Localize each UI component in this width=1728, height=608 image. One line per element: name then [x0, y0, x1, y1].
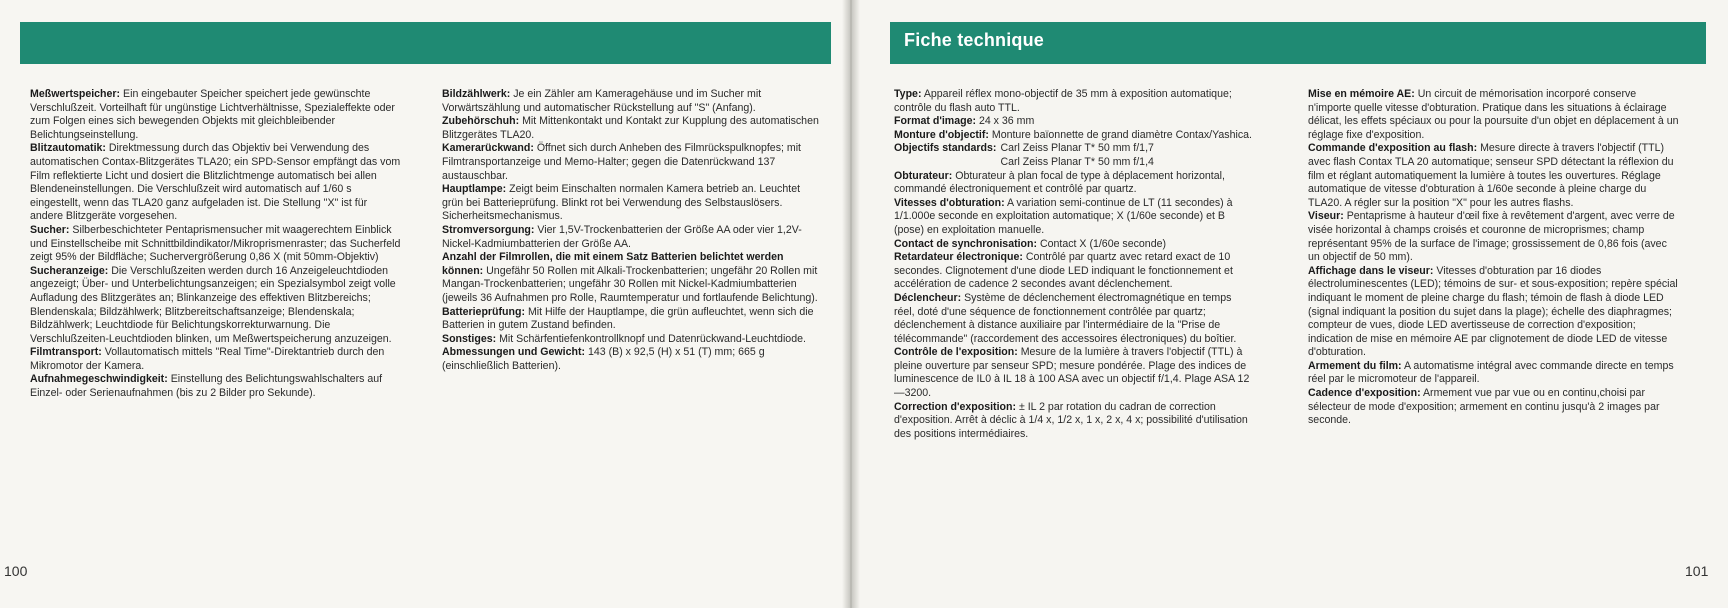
spec-entry — [30, 265, 402, 347]
spec-entry — [442, 183, 824, 224]
spec-term: Monture d'objectif: — [894, 128, 989, 141]
right-column-1 — [894, 88, 1254, 441]
spec-entry — [894, 129, 1254, 143]
spec-text: Pentaprisme à hauteur d'œil fixe à revêtement d'argent, avec verre de visée horizontal à champs croisés et couronne de microprismes; champ représentant 95% de la surface de l'image; grossissement de 0,86 fois (avec un objectif de 50 mm). — [1308, 210, 1675, 264]
spec-text: Contact X (1/60e seconde) — [1039, 237, 1167, 250]
spec-text: Öffnet sich durch Anheben des Filmrückspulknopfes; mit Filmtransportanzeige und Memo-Halter; gegen die Datenrückwand 137 austauschbar. — [442, 142, 802, 182]
spec-entry — [1308, 210, 1680, 264]
spec-entry — [894, 197, 1254, 238]
spec-entry — [894, 238, 1254, 252]
spec-term: Aufnahmegeschwindigkeit: — [30, 373, 168, 386]
spec-term: Bildzählwerk: — [442, 88, 511, 100]
spec-text: Einstellung des Belichtungswahlschalters auf Einzel- oder Serienaufnahmen (bis zu 2 Bilder pro Sekunde). — [30, 373, 383, 400]
spec-entry — [894, 170, 1254, 197]
left-column-1 — [30, 88, 402, 401]
spec-entry — [30, 224, 402, 265]
spec-entry — [442, 251, 824, 305]
spec-term: Kamerarückwand: — [442, 142, 534, 155]
page-number-left: 100 — [4, 563, 28, 579]
spec-text: Vier 1,5V-Trockenbatterien der Größe AA oder vier 1,2V-Nickel-Kadmiumbatterien der Größe AA. — [442, 223, 802, 250]
spec-text: Armement vue par vue ou en continu,choisi par sélecteur de mode d'exposition; armement en continu jusqu'à 2 images par seconde. — [1308, 387, 1660, 427]
spec-term: Contact de synchronisation: — [894, 237, 1038, 250]
spec-entry — [1308, 88, 1680, 142]
spec-term: Viseur: — [1308, 210, 1344, 223]
spec-term: Stromversorgung: — [442, 223, 535, 236]
spec-term: Affichage dans le viseur: — [1308, 264, 1434, 277]
spec-entry — [442, 224, 824, 251]
spec-text: Vitesses d'obturation par 16 diodes électroluminescentes (LED); témoins de sur- et sous-exposition; repère spécial indiquant le moment de pleine charge du flash; témoin de flash à diode LED (signal indiquant la position du sujet dans la plage); échelle des diaphragmes; compteur de vues, diode LED avertisseuse de correction d'exposition; indication de mise en mémoire AE par clignotement de diode LED de vitesse d'obturation. — [1308, 264, 1678, 359]
spec-text: ± IL 2 par rotation du cadran de correction d'exposition. Arrêt à déclic à 1/4 x, 1/2 x, 1 x, 2 x, 4 x; possibilité d'utilisation des positions intermédiaires. — [894, 400, 1248, 440]
spec-term: Blitzautomatik: — [30, 142, 106, 155]
spec-text: Direktmessung durch das Objektiv bei Verwendung des automatischen Contax-Blitzgerätes TLA20; ein SPD-Sensor empfängt das vom Film reflektierte Licht und dosiert die Blitzlichtmenge automatisch bei allen Blendeneinstellungen. Die Verschlußzeit wird automatisch auf 1/60 s eingestellt, wenn das TLA20 ganz aufgeladen ist. Die Stellung "X" ist für andere Blitzgeräte vorgesehen. — [30, 142, 401, 223]
spec-text: Zeigt beim Einschalten normalen Kamera betrieb an. Leuchtet grün bei Batterieprüfung. Blinkt rot bei Verwendung des Selbstauslösers. Sicherheitsmechanismus. — [442, 183, 801, 223]
spec-text: Un circuit de mémorisation incorporé conserve n'importe quelle vitesse d'obturation. Pratique dans les situations à éclairage délicat, les effets spéciaux ou pour la poursuite d'un objet en déplacement à un réglage fixe d'exposition. — [1308, 88, 1679, 141]
left-page — [0, 0, 850, 608]
spec-text: Mit Hilfe der Hauptlampe, die grün aufleuchtet, wenn sich die Batterien in gutem Zustand befinden. — [442, 305, 814, 332]
spec-entry — [894, 346, 1254, 400]
spec-entry — [442, 88, 824, 115]
spec-text: Mit Mittenkontakt und Kontakt zur Kupplung des automatischen Blitzgerätes TLA20. — [442, 115, 819, 141]
section-title: Fiche technique — [904, 30, 1045, 50]
spec-term: Mise en mémoire AE: — [1308, 88, 1415, 100]
spec-entry — [894, 401, 1254, 442]
spec-entry — [1308, 265, 1680, 360]
page-number-right: 101 — [1685, 563, 1709, 579]
spec-text: Vollautomatisch mittels "Real Time"-Direktantrieb durch den Mikromotor der Kamera. — [30, 346, 385, 372]
spec-entry — [442, 333, 824, 347]
spec-text: Die Verschlußzeiten werden durch 16 Anzeigeleuchtdioden angezeigt; Über- und Unterbelichtungsanzeigen; ein Spezialsymbol zeigt volle Aufladung des Blitzgerätes an; Blinkanzeige des effektiven Blitzbereichs; Blendenskala; Bildzählwerk; Blitzbereitschaftsanzeige; Blendenskala; Bildzählwerk; Leuchtdiode für Belichtungskorrekturwarnung. Die Verschlußzeiten-Leuchtdioden blinken, um Meßwertspeicherung anzuzeigen. — [30, 264, 396, 345]
right-column-2 — [1308, 88, 1680, 428]
spec-text: Je ein Zähler am Kameragehäuse und im Sucher mit Vorwärtszählung und automatischer Rückstellung auf "S" (Anfang). — [442, 88, 762, 114]
spec-term: Anzahl der Filmrollen, die mit einem Satz Batterien belichtet werden können: — [442, 251, 784, 277]
spec-text: 143 (B) x 92,5 (H) x 51 (T) mm; 665 g (einschließlich Batterien). — [442, 346, 765, 372]
spec-text: A automatisme intégral avec commande directe en temps réel par le micromoteur de l'appareil. — [1308, 359, 1674, 386]
spec-term: Sucheranzeige: — [30, 264, 109, 277]
spec-term: Zubehörschuh: — [442, 115, 520, 128]
spec-term: Vitesses d'obturation: — [894, 196, 1005, 209]
spec-entry — [30, 88, 402, 142]
spec-text: Mesure de la lumière à travers l'objectif (TTL) à pleine ouverture par senseur SPD; mesure pondérée. Plage des indices de luminescence de IL0 à IL 18 à 100 ASA avec un objectif f/1,4. Plage ASA 12—3200. — [894, 346, 1250, 400]
left-header-banner — [20, 22, 831, 64]
spec-term: Abmessungen und Gewicht: — [442, 346, 586, 359]
left-column-2 — [442, 88, 824, 373]
spec-entry — [1308, 360, 1680, 387]
spec-text: Mit Schärfentiefenkontrollknopf und Datenrückwand-Leuchtdiode. — [499, 332, 806, 345]
spec-entry — [442, 115, 824, 142]
spec-term: Sucher: — [30, 223, 70, 236]
spec-entry — [442, 142, 824, 183]
objectif-line: Carl Zeiss Planar T* 50 mm f/1,4 — [1000, 155, 1154, 168]
spec-term: Hauptlampe: — [442, 183, 507, 196]
spec-text: Obturateur à plan focal de type à déplacement horizontal, commandé électroniquement et contrôlé par quartz. — [894, 169, 1225, 196]
spec-entry — [30, 142, 402, 224]
spec-entry — [1308, 387, 1680, 428]
spec-text: Mesure directe à travers l'objectif (TTL) avec flash Contax TLA 20 automatique; senseur SPD détectant la réflexion du film et réglant automatiquement la lumière à toutes les ouvertures. Réglage automatique de vitesse d'obturation à 1/60e seconde à pleine charge du TLA20. A régler sur la position "X" pour les autres flashs. — [1308, 142, 1674, 209]
spec-text: Ein eingebauter Speicher speichert jede gewünschte Verschlußzeit. Vorteilhaft für ungünstige Lichtverhältnisse, Spezialeffekte oder zum Folgen eines sich bewegenden Objekts mit gleichbleibender Belichtungseinstellung. — [30, 88, 395, 141]
spec-term: Cadence d'exposition: — [1308, 387, 1421, 400]
spec-term: Obturateur: — [894, 169, 953, 182]
spec-term: Filmtransport: — [30, 346, 102, 359]
spec-term: Format d'image: — [894, 115, 976, 128]
spec-text: Appareil réflex mono-objectif de 35 mm à exposition automatique; contrôle du flash auto TTL. — [894, 88, 1232, 114]
spec-term: Commande d'exposition au flash: — [1308, 142, 1478, 155]
spec-entry-objectifs — [894, 142, 1254, 169]
spec-entry — [894, 251, 1254, 292]
spec-term: Objectifs standards: — [894, 142, 997, 155]
spec-term: Contrôle de l'exposition: — [894, 346, 1018, 359]
spec-text: Contrôlé par quartz avec retard exact de 10 secondes. Clignotement d'une diode LED indiquant le fonctionnement et accélération de cadence 2 secondes avant déclenchement. — [894, 251, 1233, 291]
spec-entry — [894, 88, 1254, 115]
spec-text: 24 x 36 mm — [978, 115, 1035, 128]
book-spine — [842, 0, 860, 608]
spec-entry — [1308, 142, 1680, 210]
spec-term: Meßwertspeicher: — [30, 88, 121, 100]
spec-entry — [894, 292, 1254, 346]
spec-term: Correction d'exposition: — [894, 400, 1016, 413]
objectif-lines — [1000, 142, 1153, 169]
spec-entry — [442, 306, 824, 333]
right-header-banner — [890, 22, 1706, 64]
right-page — [850, 0, 1728, 608]
spec-term: Batterieprüfung: — [442, 305, 525, 318]
spec-entry — [30, 373, 402, 400]
objectif-line: Carl Zeiss Planar T* 50 mm f/1,7 — [1000, 142, 1154, 155]
spec-term: Déclencheur: — [894, 291, 962, 304]
spec-entry — [442, 346, 824, 373]
spec-text: Système de déclenchement électromagnétique en temps réel, doté d'une séquence de fonctionnement contrôlée par quartz; déclenchement à distance auxiliaire par l'intermédiaire de la "Prise de télécommande" (raccordement des accessoires électroniques) du boîtier. — [894, 291, 1237, 345]
spec-text: A variation semi-continue de LT (11 secondes) à 1/1.000e seconde en exploitation automatique; X (1/60e seconde) et B (pose) en exploitation manuelle. — [894, 196, 1233, 236]
spec-entry — [894, 115, 1254, 129]
spec-text: Silberbeschichteter Pentaprismensucher mit waagerechtem Einblick und Einstellscheibe mit Schnittbildindikator/Mikroprismenraster; das Sucherfeld zeigt 95% der Bildfläche; Suchervergrößerung 0,86 X (mit 50mm-Objektiv) — [30, 223, 401, 264]
spec-text: Monture baïonnette de grand diamètre Contax/Yashica. — [991, 128, 1252, 141]
spec-text: Ungefähr 50 Rollen mit Alkali-Trockenbatterien; ungefähr 20 Rollen mit Mangan-Trockenbatterien; ungefähr 30 Rollen mit Nickel-Kadmiumbatterien (jeweils 36 Aufnahmen pro Rolle, Raumtemperatur und fortlaufende Belichtung). — [442, 264, 818, 304]
spec-term: Sonstiges: — [442, 332, 497, 345]
spec-term: Retardateur électronique: — [894, 251, 1023, 264]
spec-term: Type: — [894, 88, 922, 100]
spec-term: Armement du film: — [1308, 359, 1402, 372]
spec-entry — [30, 346, 402, 373]
